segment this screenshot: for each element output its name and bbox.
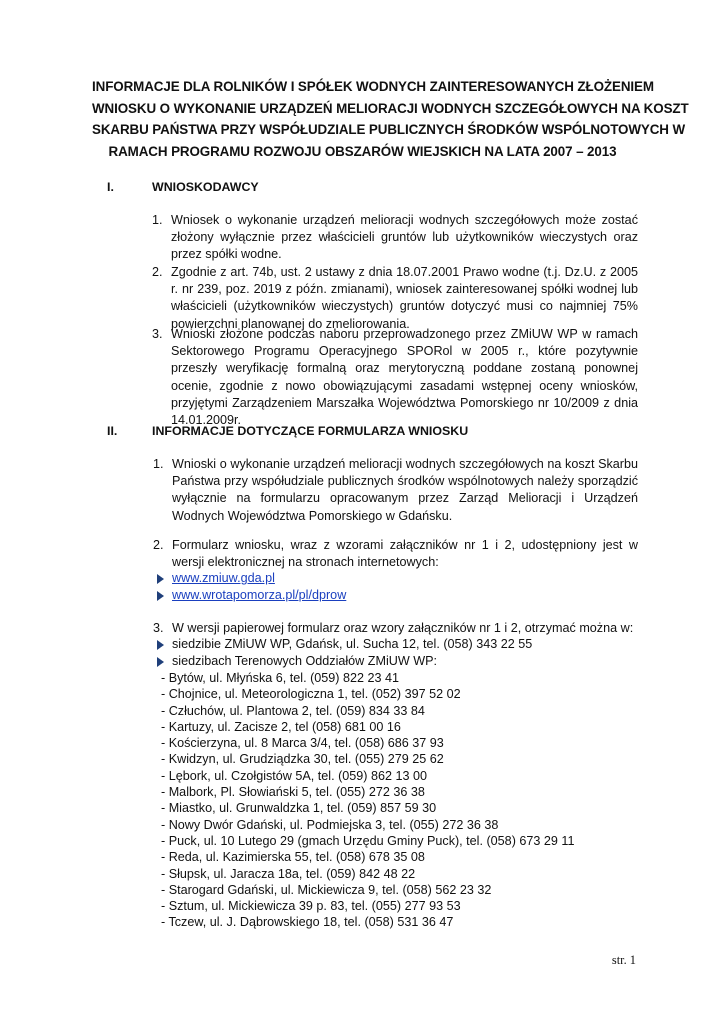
link-wrotapomorza[interactable]: www.wrotapomorza.pl/pl/dprow: [172, 588, 347, 602]
title-line: RAMACH PROGRAMU ROZWOJU OBSZARÓW WIEJSKICH NA LATA 2007 – 2013: [108, 143, 617, 159]
branch-office: - Tczew, ul. J. Dąbrowskiego 18, tel. (058) 531 36 47: [161, 915, 454, 930]
item-number: 2.: [152, 265, 163, 279]
branch-office: - Puck, ul. 10 Lutego 29 (gmach Urzędu Gminy Puck), tel. (058) 673 29 11: [161, 833, 575, 848]
branch-office: - Sztum, ul. Mickiewicza 39 p. 83, tel. (055) 277 93 53: [161, 899, 461, 914]
item-number: 3.: [153, 621, 164, 635]
section-number: II.: [107, 424, 118, 438]
item-text: W wersji papierowej formularz oraz wzory załączników nr 1 i 2, otrzymać można w:: [172, 621, 634, 635]
branch-office: - Kościerzyna, ul. 8 Marca 3/4, tel. (058) 686 37 93: [161, 736, 444, 751]
section-number: I.: [107, 180, 114, 194]
branch-office: - Słupsk, ul. Jaracza 18a, tel. (059) 842 48 22: [161, 866, 416, 881]
item-number: 2.: [153, 538, 164, 552]
branch-office: - Chojnice, ul. Meteorologiczna 1, tel. (052) 397 52 02: [161, 687, 461, 702]
branch-office: - Lębork, ul. Czołgistów 5A, tel. (059) 862 13 00: [161, 768, 428, 783]
branch-office-list: [161, 670, 574, 931]
branch-office: - Malbork, Pl. Słowiański 5, tel. (055) 272 36 38: [161, 785, 425, 800]
item-number: 1.: [152, 213, 163, 227]
item-text: Wniosek o wykonanie urządzeń melioracji wodnych szczegółowych może zostać złożony wyłącznie przez właścicieli gruntów lub użytkowników wieczystych oraz przez spółki wodne.: [171, 213, 638, 262]
page-number: str. 1: [611, 953, 636, 967]
branch-office: - Kwidzyn, ul. Grudziądzka 30, tel. (055) 279 25 62: [161, 752, 444, 767]
arrow-bullet-icon: [157, 640, 164, 650]
item-number: 1.: [153, 457, 164, 471]
item-text: Zgodnie z art. 74b, ust. 2 ustawy z dnia 18.07.2001 Prawo wodne (t.j. Dz.U. z 2005 r. nr 239, poz. 2019 z późn. zmianami), wniosek zainteresowanej spółki wodnej lub właścicieli (użytkowników wieczystych) gruntów dotyczyć musi co najmniej 75% powierzchni planowanej do zmeliorowania.: [171, 265, 638, 331]
arrow-bullet-icon: [157, 657, 164, 667]
branch-office: - Człuchów, ul. Plantowa 2, tel. (059) 834 33 84: [161, 703, 425, 718]
location-text: siedzibach Terenowych Oddziałów ZMiUW WP:: [172, 654, 438, 668]
branch-office: - Starogard Gdański, ul. Mickiewicza 9, tel. (058) 562 23 32: [161, 882, 492, 897]
document-title: [92, 76, 689, 162]
item-text: Formularz wniosku, wraz z wzorami załączników nr 1 i 2, udostępniony jest w wersji elektronicznej na stronach internetowych:: [172, 538, 638, 570]
arrow-bullet-icon: [157, 591, 164, 601]
branch-office: - Bytów, ul. Młyńska 6, tel. (059) 822 23 41: [161, 671, 400, 685]
branch-office: - Miastko, ul. Grunwaldzka 1, tel. (059) 857 59 30: [161, 801, 437, 816]
title-line: WNIOSKU O WYKONANIE URZĄDZEŃ MELIORACJI WODNYCH SZCZEGÓŁOWYCH NA KOSZT: [92, 100, 689, 116]
item-text: Wnioski o wykonanie urządzeń melioracji wodnych szczegółowych na koszt Skarbu Państwa przy współudziale publicznych środków wspólnotowych należy sporządzić wyłącznie na formularzu opracowanym przez Zarząd Melioracji i Urządzeń Wodnych Województwa Pomorskiego w Gdańsku.: [172, 457, 638, 523]
branch-office: - Kartuzy, ul. Zacisze 2, tel (058) 681 00 16: [161, 719, 401, 734]
section-title: WNIOSKODAWCY: [152, 180, 259, 194]
branch-office: - Nowy Dwór Gdański, ul. Podmiejska 3, tel. (055) 272 36 38: [161, 817, 499, 832]
title-line: INFORMACJE DLA ROLNIKÓW I SPÓŁEK WODNYCH ZAINTERESOWANYCH ZŁOŻENIEM: [92, 79, 654, 94]
item-text: Wnioski złożone podczas naboru przeprowadzonego przez ZMiUW WP w ramach Sektorowego Programu Operacyjnego SPORol w 2005 r., które pozytywnie przeszły weryfikację formalną oraz merytoryczną poddane zostaną ponownej ocenie, zgodnie z nowo obowiązującymi zasadami wstępnej oceny wniosków, przyjętymi Zarządzeniem Marszałka Województwa Pomorskiego nr 10/2009 z dnia 14.01.2009r.: [171, 327, 638, 428]
location-text: siedzibie ZMiUW WP, Gdańsk, ul. Sucha 12, tel. (058) 343 22 55: [172, 637, 533, 651]
item-number: 3.: [152, 327, 163, 341]
section-title: INFORMACJE DOTYCZĄCE FORMULARZA WNIOSKU: [152, 424, 469, 438]
arrow-bullet-icon: [157, 574, 164, 584]
link-zmiuw[interactable]: www.zmiuw.gda.pl: [172, 571, 275, 585]
title-line: SKARBU PAŃSTWA PRZY WSPÓŁUDZIALE PUBLICZNYCH ŚRODKÓW WSPÓLNOTOWYCH W: [92, 122, 686, 138]
branch-office: - Reda, ul. Kazimierska 55, tel. (058) 678 35 08: [161, 850, 425, 865]
